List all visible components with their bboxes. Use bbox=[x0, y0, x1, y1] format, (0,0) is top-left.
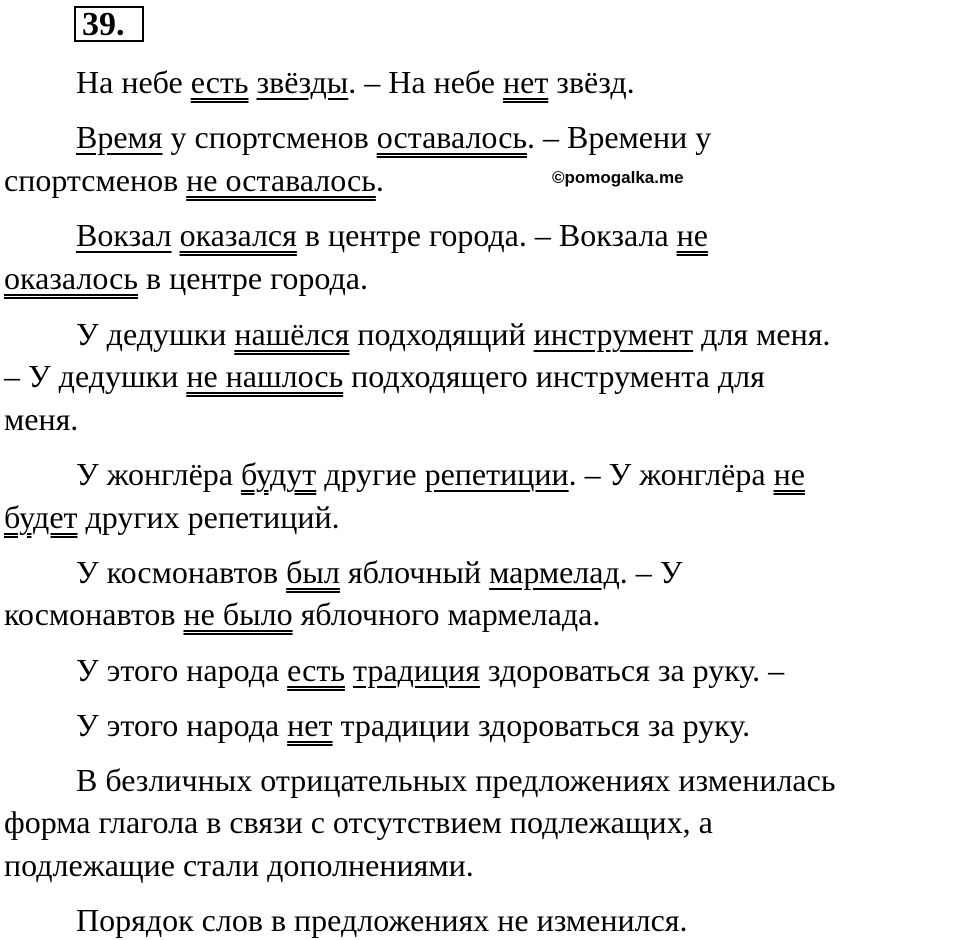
text: для меня. bbox=[693, 316, 831, 352]
predicate: не bbox=[676, 217, 708, 253]
predicate: оказалось bbox=[4, 260, 138, 296]
text: У этого народа bbox=[76, 652, 288, 688]
subject: традиция bbox=[352, 652, 480, 688]
predicate: был bbox=[286, 554, 340, 590]
sentence-line bbox=[76, 62, 635, 102]
predicate: будет bbox=[4, 499, 78, 535]
sentence-line bbox=[76, 552, 682, 592]
task-number: 39. bbox=[82, 6, 125, 43]
sentence-line bbox=[76, 454, 805, 494]
predicate: не оставалось bbox=[186, 162, 376, 198]
subject: мармелад bbox=[489, 554, 620, 590]
predicate: оказался bbox=[179, 217, 297, 253]
predicate: есть bbox=[190, 64, 249, 100]
sentence-line bbox=[4, 399, 78, 439]
text: в центре города. – Вокзала bbox=[296, 217, 677, 253]
predicate: есть bbox=[287, 652, 345, 688]
text: меня. bbox=[4, 401, 79, 437]
text: яблочный bbox=[339, 554, 490, 590]
text: У дедушки bbox=[76, 316, 235, 352]
text: спортсменов bbox=[4, 162, 187, 198]
sentence-line bbox=[4, 497, 340, 537]
predicate: нашёлся bbox=[234, 316, 350, 352]
text: . – У bbox=[619, 554, 683, 590]
text: яблочного мармелада. bbox=[292, 596, 601, 632]
text: у спортсменов bbox=[162, 119, 377, 155]
sentence-line bbox=[76, 705, 750, 745]
predicate: нет bbox=[287, 707, 333, 743]
sentence-line bbox=[4, 356, 765, 396]
text: традиции здороваться за руку. bbox=[332, 707, 751, 743]
predicate: не было bbox=[183, 596, 293, 632]
text: подходящего инструмента для bbox=[343, 358, 765, 394]
text: здороваться за руку. – bbox=[479, 652, 785, 688]
conclusion-line: форма глагола в связи с отсутствием подлежащих, а bbox=[4, 804, 713, 840]
conclusion-line: В безличных отрицательных предложениях изменилась bbox=[76, 762, 836, 798]
text: . – У жонглёра bbox=[568, 456, 774, 492]
text: других репетиций. bbox=[77, 499, 340, 535]
text: – У дедушки bbox=[4, 358, 187, 394]
predicate: оставалось bbox=[376, 119, 527, 155]
sentence-line bbox=[4, 160, 384, 200]
predicate: будут bbox=[240, 456, 317, 492]
sentence-line bbox=[76, 117, 711, 157]
conclusion-line: подлежащие стали дополнениями. bbox=[4, 847, 474, 883]
sentence-line bbox=[76, 314, 830, 354]
task-number-box bbox=[74, 6, 144, 42]
text: космонавтов bbox=[4, 596, 184, 632]
predicate: не bbox=[773, 456, 805, 492]
text: . bbox=[375, 162, 384, 198]
subject: инструмент bbox=[533, 316, 694, 352]
sentence-line bbox=[76, 215, 708, 255]
subject: звёзды bbox=[256, 64, 349, 100]
text: подходящий bbox=[349, 316, 534, 352]
subject: репетиции bbox=[424, 456, 569, 492]
conclusion-line: Порядок слов в предложениях не изменился. bbox=[76, 902, 688, 938]
sentence-line bbox=[4, 258, 368, 298]
text: . – Времени у bbox=[527, 119, 712, 155]
text: У космонавтов bbox=[76, 554, 287, 590]
subject: Вокзал bbox=[76, 217, 172, 253]
subject: Время bbox=[76, 119, 163, 155]
sentence-line bbox=[4, 594, 600, 634]
watermark: ©pomogalka.me bbox=[552, 168, 684, 187]
text: в центре города. bbox=[137, 260, 368, 296]
text bbox=[172, 217, 180, 253]
text: У жонглёра bbox=[76, 456, 241, 492]
text bbox=[345, 652, 353, 688]
text: звёзд. bbox=[548, 64, 635, 100]
text: другие bbox=[316, 456, 425, 492]
text: . – На небе bbox=[348, 64, 503, 100]
predicate: не нашлось bbox=[186, 358, 344, 394]
predicate: нет bbox=[502, 64, 549, 100]
text: На небе bbox=[76, 64, 191, 100]
sentence-line bbox=[76, 650, 784, 690]
text: У этого народа bbox=[76, 707, 288, 743]
